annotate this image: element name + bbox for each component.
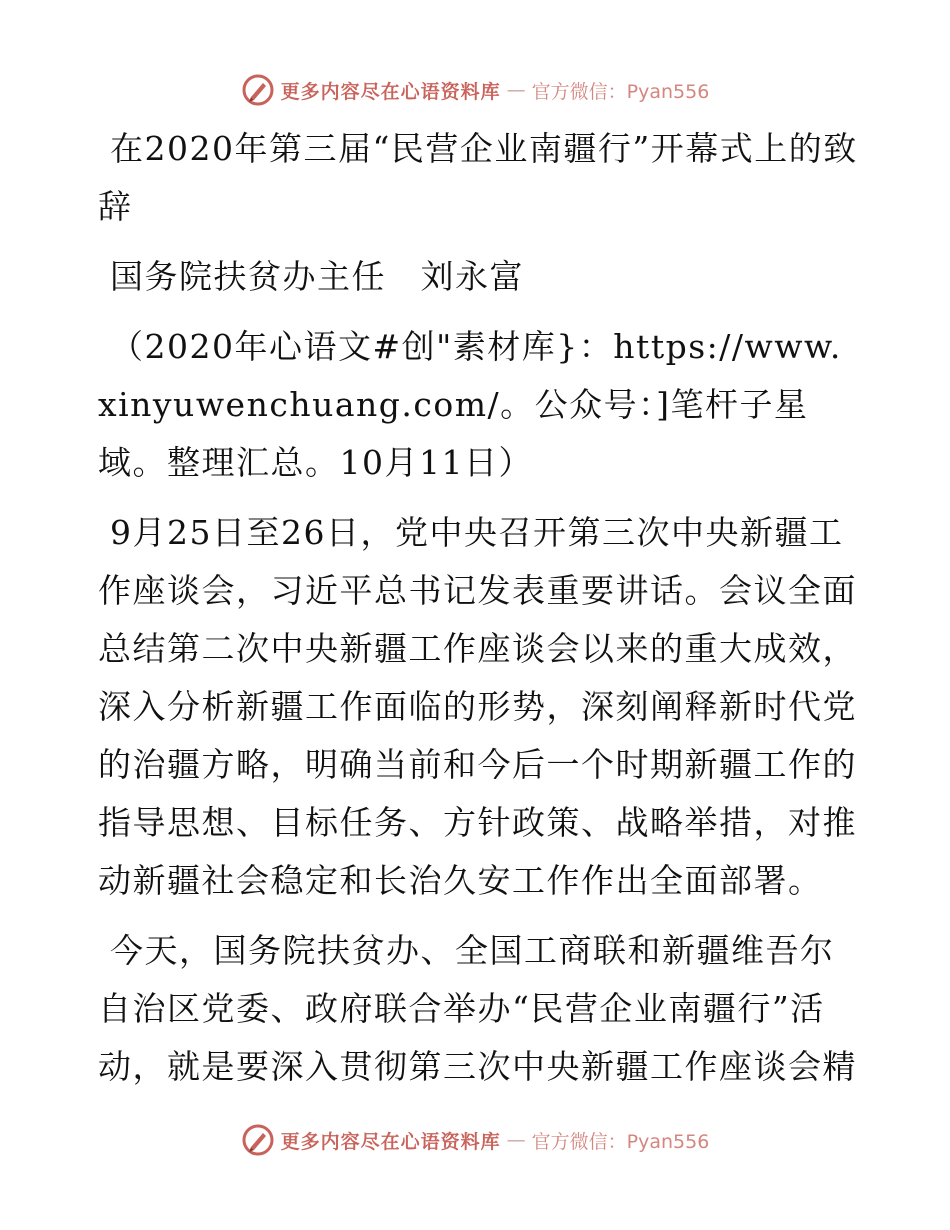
watermark-dash: — [506, 79, 526, 101]
source-note: （2020年心语文#创"素材库}：https://www.xinyuwenchuang.com/。公众号：]笔杆子星域。整理汇总。10月11日） [98, 327, 842, 482]
watermark-text: 更多内容尽在心语资料库 [280, 80, 501, 103]
paragraph-1: 9月25日至26日，党中央召开第三次中央新疆工作座谈会，习近平总书记发表重要讲话。会议全面总结第二次中央新疆工作座谈会以来的重大成效，深入分析新疆工作面临的形势，深刻阐释新时代党的治疆方略，明确当前和今后一个时期新疆工作的指导思想、目标任务、方针政策、战略举措，对推动新疆社会稳定和长治久安工作作出全面部署。 [98, 513, 857, 900]
document-body [98, 120, 858, 1108]
pen-logo-icon [241, 73, 275, 107]
document-title: 在2020年第三届“民营企业南疆行”开幕式上的致辞 [98, 129, 858, 226]
watermark-contact: 官方微信：Pyan556 [531, 80, 710, 103]
pen-logo-icon [241, 1123, 275, 1157]
watermark-footer [0, 1120, 950, 1160]
watermark-dash: — [506, 1129, 526, 1151]
document-author: 国务院扶贫办主任 刘永富 [110, 257, 524, 296]
watermark-contact: 官方微信：Pyan556 [531, 1130, 710, 1153]
watermark-text: 更多内容尽在心语资料库 [280, 1130, 501, 1153]
watermark-header [0, 70, 950, 110]
paragraph-2: 今天，国务院扶贫办、全国工商联和新疆维吾尔自治区党委、政府联合举办“民营企业南疆行”活动，就是要深入贯彻第三次中央新疆工作座谈会精 [98, 931, 857, 1086]
